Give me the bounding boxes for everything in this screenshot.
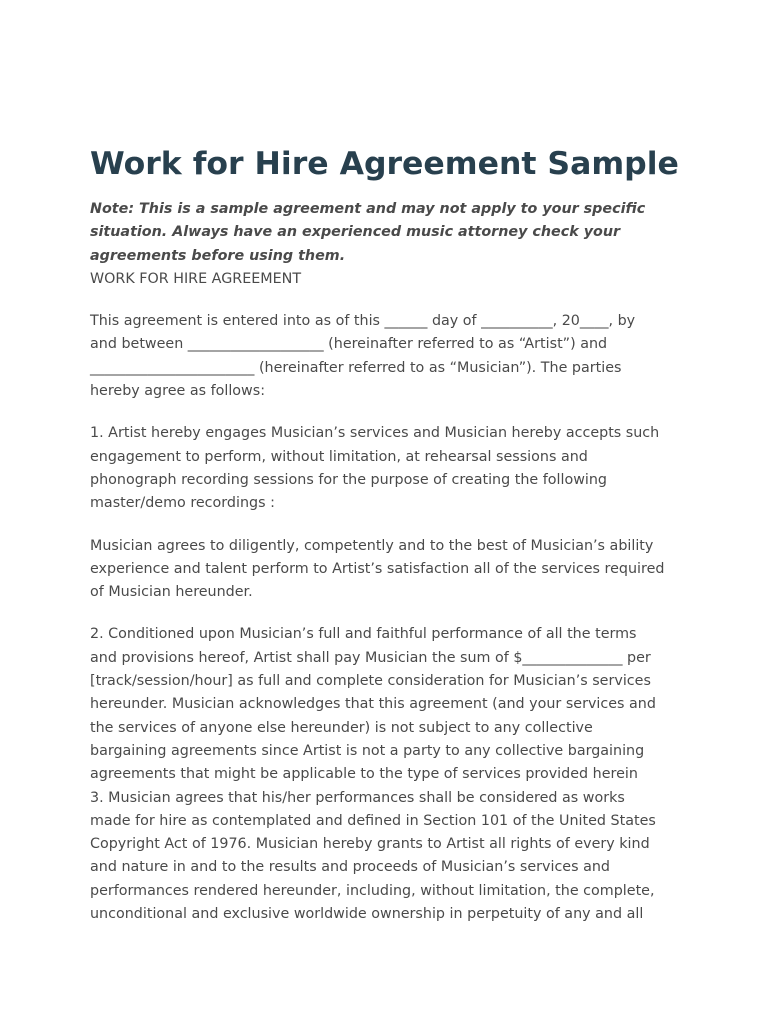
musician-duties-paragraph	[90, 535, 690, 605]
paragraph-line: 2. Conditioned upon Musician’s full and faithful performance of all the terms	[90, 626, 637, 643]
paragraph-line: bargaining agreements since Artist is not a party to any collective bargaining	[90, 742, 645, 759]
paragraph-line: performances rendered hereunder, including, without limitation, the complete,	[90, 882, 655, 899]
paragraph-line: the services of anyone else hereunder) is not subject to any collective	[90, 719, 593, 736]
paragraph-line: _______________________ (hereinafter referred to as “Musician”). The parties	[90, 359, 622, 376]
paragraph-line: This agreement is entered into as of this ______ day of __________, 20____, by	[90, 313, 636, 330]
paragraph-line: phonograph recording sessions for the purpose of creating the following	[90, 471, 608, 488]
clause-3-paragraph	[90, 787, 690, 927]
intro-paragraph	[90, 310, 690, 403]
paragraph-line: hereby agree as follows:	[90, 383, 266, 400]
note-line: agreements before using them.	[90, 247, 346, 264]
paragraph-line: made for hire as contemplated and defined in Section 101 of the United States	[90, 812, 656, 829]
paragraph-line: experience and talent perform to Artist’s satisfaction all of the services required	[90, 560, 665, 577]
document-title: Work for Hire Agreement Sample	[90, 146, 679, 182]
paragraph-line: Copyright Act of 1976. Musician hereby grants to Artist all rights of every kind	[90, 836, 650, 853]
paragraph-line: and between ___________________ (hereinafter referred to as “Artist”) and	[90, 336, 608, 353]
document-body	[90, 142, 690, 926]
paragraph-line: 1. Artist hereby engages Musician’s services and Musician hereby accepts such	[90, 425, 660, 442]
note-line: situation. Always have an experienced music attorney check your	[90, 224, 621, 241]
paragraph-line: 3. Musician agrees that his/her performances shall be considered as works	[90, 789, 625, 806]
paragraph-line: unconditional and exclusive worldwide ownership in perpetuity of any and all	[90, 906, 644, 923]
agreement-heading: WORK FOR HIRE AGREEMENT	[90, 270, 302, 287]
paragraph-line: agreements that might be applicable to the type of services provided herein	[90, 766, 638, 783]
disclaimer-note	[90, 198, 690, 268]
paragraph-line: of Musician hereunder.	[90, 584, 253, 601]
paragraph-line: and provisions hereof, Artist shall pay Musician the sum of $______________ per	[90, 649, 651, 666]
paragraph-line: [track/session/hour] as full and complete consideration for Musician’s services	[90, 673, 651, 690]
note-line: Note: This is a sample agreement and may not apply to your specific	[90, 201, 646, 217]
paragraph-line: hereunder. Musician acknowledges that this agreement (and your services and	[90, 696, 656, 713]
paragraph-line: Musician agrees to diligently, competently and to the best of Musician’s ability	[90, 537, 654, 554]
clause-2-paragraph	[90, 623, 690, 786]
paragraph-line: engagement to perform, without limitation, at rehearsal sessions and	[90, 448, 588, 465]
clause-1-paragraph	[90, 422, 690, 515]
paragraph-line: and nature in and to the results and proceeds of Musician’s services and	[90, 859, 610, 876]
paragraph-line: master/demo recordings :	[90, 495, 275, 512]
